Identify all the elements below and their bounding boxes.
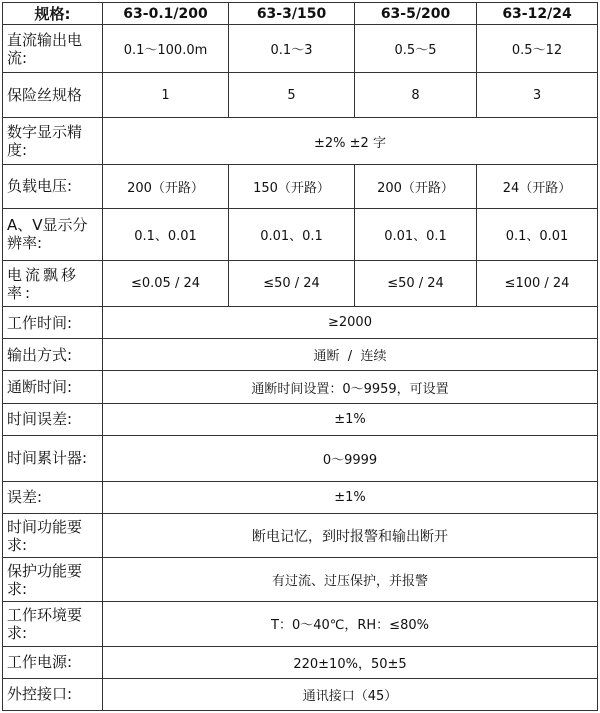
cell-value: 0.1、0.01 bbox=[103, 208, 229, 260]
cell-value: ≤100 / 24 bbox=[477, 261, 598, 307]
header-row bbox=[3, 3, 598, 25]
cell-value: ≤0.05 / 24 bbox=[103, 261, 229, 307]
row-label: 时间误差: bbox=[3, 403, 103, 435]
cell-value: ≥2000 bbox=[103, 307, 598, 339]
cell-value: 3 bbox=[477, 73, 598, 118]
model-header: 63-5/200 bbox=[355, 3, 477, 25]
row-power bbox=[3, 646, 598, 678]
row-protection bbox=[3, 558, 598, 602]
cell-value: ≤50 / 24 bbox=[229, 261, 355, 307]
model-header: 63-0.1/200 bbox=[103, 3, 229, 25]
row-label: A、V显示分辨率: bbox=[3, 208, 103, 260]
cell-value: 150（开路） bbox=[229, 164, 355, 208]
cell-value: ≤50 / 24 bbox=[355, 261, 477, 307]
cell-value: 0.5～12 bbox=[477, 25, 598, 73]
row-work-time bbox=[3, 307, 598, 339]
row-error bbox=[3, 481, 598, 513]
row-time-function bbox=[3, 514, 598, 558]
row-label: 工作电源: bbox=[3, 646, 103, 678]
cell-value: 0.01、0.1 bbox=[355, 208, 477, 260]
cell-value: 断电记忆，到时报警和输出断开 bbox=[103, 514, 598, 558]
cell-value: 通讯接口（45） bbox=[103, 678, 598, 710]
cell-value: 有过流、过压保护，并报警 bbox=[103, 558, 598, 602]
row-time-error bbox=[3, 403, 598, 435]
cell-value: ±1% bbox=[103, 481, 598, 513]
row-resolution bbox=[3, 208, 598, 260]
row-label: 外控接口: bbox=[3, 678, 103, 710]
cell-value: 5 bbox=[229, 73, 355, 118]
cell-value: 24（开路） bbox=[477, 164, 598, 208]
cell-value: T：0～40℃，RH：≤80% bbox=[103, 602, 598, 646]
cell-value: ±2% ±2 字 bbox=[103, 118, 598, 164]
row-label: 负载电压: bbox=[3, 164, 103, 208]
cell-value: ±1% bbox=[103, 403, 598, 435]
row-label: 时间功能要求: bbox=[3, 514, 103, 558]
cell-value: 0.1～3 bbox=[229, 25, 355, 73]
cell-value: 0.1～100.0m bbox=[103, 25, 229, 73]
row-fuse bbox=[3, 73, 598, 118]
row-label: 时间累计器: bbox=[3, 435, 103, 481]
cell-value: 0.01、0.1 bbox=[229, 208, 355, 260]
row-output-mode bbox=[3, 339, 598, 371]
row-drift bbox=[3, 261, 598, 307]
row-accuracy bbox=[3, 118, 598, 164]
row-voltage bbox=[3, 164, 598, 208]
row-label: 保护功能要求: bbox=[3, 558, 103, 602]
model-header: 63-3/150 bbox=[229, 3, 355, 25]
row-label: 输出方式: bbox=[3, 339, 103, 371]
row-label: 工作时间: bbox=[3, 307, 103, 339]
row-label: 误差: bbox=[3, 481, 103, 513]
cell-value: 通断时间设置：0～9959，可设置 bbox=[103, 371, 598, 403]
cell-value: 220±10%，50±5 bbox=[103, 646, 598, 678]
row-label: 电流飘移率: bbox=[3, 261, 103, 307]
cell-value: 8 bbox=[355, 73, 477, 118]
row-environment bbox=[3, 602, 598, 646]
cell-value: 通断 / 连续 bbox=[103, 339, 598, 371]
row-label: 工作环境要求: bbox=[3, 602, 103, 646]
model-header: 63-12/24 bbox=[477, 3, 598, 25]
cell-value: 200（开路） bbox=[103, 164, 229, 208]
cell-value: 0～9999 bbox=[103, 435, 598, 481]
spec-header-label: 规格: bbox=[3, 3, 103, 25]
row-label: 保险丝规格 bbox=[3, 73, 103, 118]
cell-value: 200（开路） bbox=[355, 164, 477, 208]
cell-value: 1 bbox=[103, 73, 229, 118]
cell-value: 0.1、0.01 bbox=[477, 208, 598, 260]
row-interface bbox=[3, 678, 598, 710]
row-current bbox=[3, 25, 598, 73]
row-on-off-time bbox=[3, 371, 598, 403]
row-label: 直流输出电流: bbox=[3, 25, 103, 73]
row-timer bbox=[3, 435, 598, 481]
row-label: 数字显示精度: bbox=[3, 118, 103, 164]
cell-value: 0.5～5 bbox=[355, 25, 477, 73]
spec-table bbox=[2, 2, 598, 711]
row-label: 通断时间: bbox=[3, 371, 103, 403]
